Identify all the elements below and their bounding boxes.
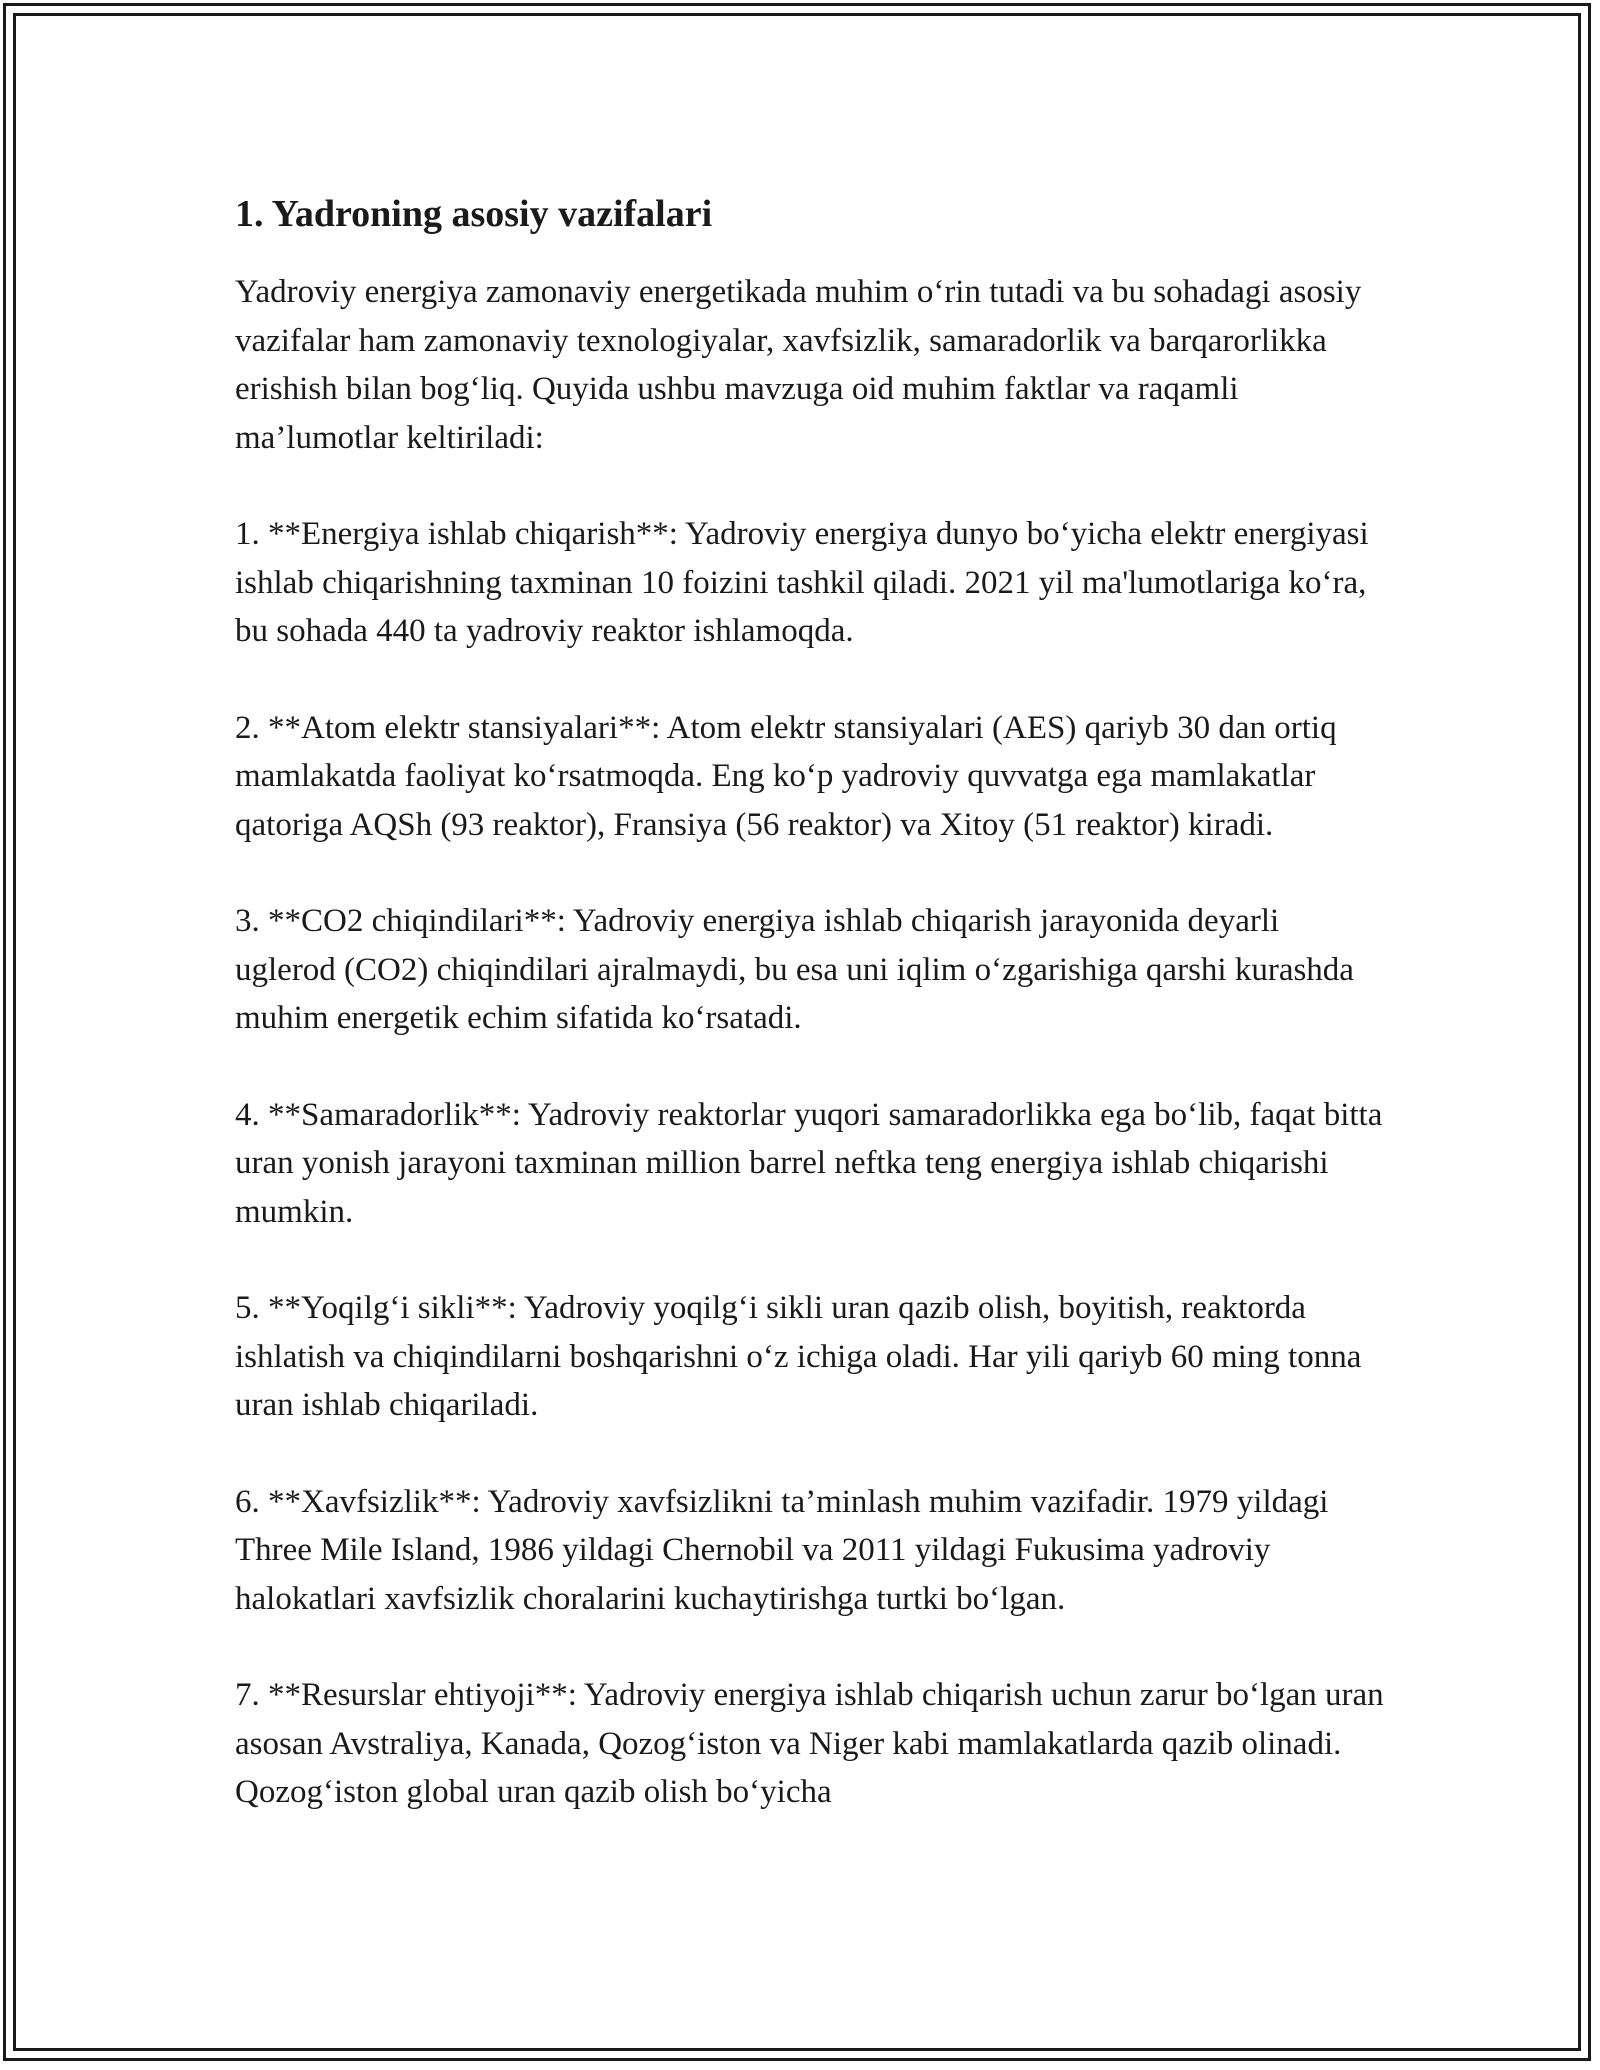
list-item-safety: 6. **Xavfsizlik**: Yadroviy xavfsizlikni ta’minlash muhim vazifadir. 1979 yildagi Three Mile Island, 1986 yildagi Chernobil va 2011 yildagi Fukusima yadroviy halokatlari xavfsizlik choralarini kuchaytirishga turtki bo‘lgan. — [235, 1483, 1329, 1617]
list-item-nuclear-power-plants: 2. **Atom elektr stansiyalari**: Atom elektr stansiyalari (AES) qariyb 30 dan ortiq mamlakatda faoliyat ko‘rsatmoqda. Eng ko‘p yadroviy quvvatga ega mamlakatlar qatoriga AQSh (93 reaktor), Fransiya (56 reaktor) va Xitoy (51 reaktor) kiradi. — [235, 709, 1337, 843]
intro-paragraph: Yadroviy energiya zamonaviy energetikada muhim o‘rin tutadi va bu sohadagi asosiy vazifalar ham zamonaviy texnologiyalar, xavfsizlik, samaradorlik va barqarorlikka erishish bilan bog‘liq. Quyida ushbu mavzuga oid muhim faktlar va raqamli ma’lumotlar keltiriladi: — [235, 274, 1362, 456]
list-item-energy-production: 1. **Energiya ishlab chiqarish**: Yadroviy energiya dunyo bo‘yicha elektr energiyasi ishlab chiqarishning taxminan 10 foizini tashkil qiladi. 2021 yil ma'lumotlariga ko‘ra, bu sohada 440 ta yadroviy reaktor ishlamoqda. — [235, 516, 1369, 649]
list-item-co2-emissions: 3. **CO2 chiqindilari**: Yadroviy energiya ishlab chiqarish jarayonida deyarli uglerod (CO2) chiqindilari ajralmaydi, bu esa uni iqlim o‘zgarishiga qarshi kurashda muhim energetik echim sifatida ko‘rsatadi. — [235, 903, 1354, 1036]
list-item-fuel-cycle: 5. **Yoqilg‘i sikli**: Yadroviy yoqilg‘i sikli uran qazib olish, boyitish, reaktorda ishlatish va chiqindilarni boshqarishni o‘z ichiga oladi. Har yili qariyb 60 ming tonna uran ishlab chiqariladi. — [235, 1290, 1362, 1423]
list-item-efficiency: 4. **Samaradorlik**: Yadroviy reaktorlar yuqori samaradorlikka ega bo‘lib, faqat bitta uran yonish jarayoni taxminan million barrel neftka teng energiya ishlab chiqarishi mumkin. — [235, 1096, 1383, 1230]
document-body — [235, 186, 1385, 1817]
list-item-resource-needs: 7. **Resurslar ehtiyoji**: Yadroviy energiya ishlab chiqarish uchun zarur bo‘lgan uran asosan Avstraliya, Kanada, Qozog‘iston va Niger kabi mamlakatlarda qazib olinadi. Qozog‘iston global uran qazib olish bo‘yicha — [235, 1677, 1384, 1810]
section-heading: 1. Yadroning asosiy vazifalari — [235, 193, 713, 235]
